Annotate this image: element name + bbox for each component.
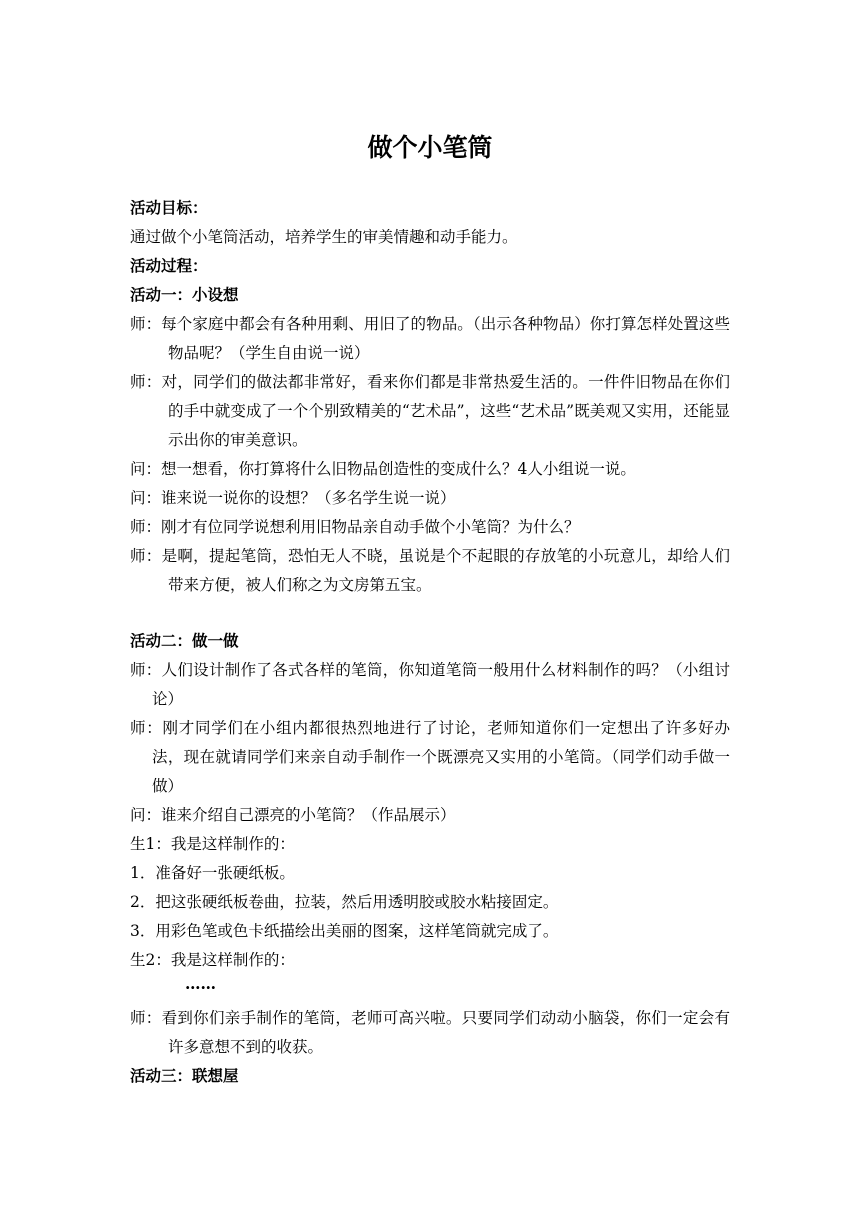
paragraph-text: 刚才有位同学说想利用旧物品亲自动手做个小笔筒？为什么？	[161, 518, 580, 536]
activity3-heading: 活动三：联想屋	[130, 1067, 239, 1085]
speaker-label: 生1：	[130, 835, 171, 853]
paragraph-text: 每个家庭中都会有各种用剩、用旧了的物品。（出示各种物品）你打算怎样处置这些物品呢？（学生自由说一说）	[161, 315, 730, 362]
list-item: 3．用彩色笔或色卡纸描绘出美丽的图案，这样笔筒就完成了。	[130, 922, 559, 940]
speaker-label: 问：	[130, 489, 162, 507]
activity1-heading: 活动一：小设想	[130, 286, 239, 304]
paragraph-text: 看到你们亲手制作的笔筒，老师可高兴啦。只要同学们动动小脑袋，你们一定会有许多意想不到的收获。	[161, 1009, 730, 1056]
list-item: 1．准备好一张硬纸板。	[130, 864, 295, 882]
paragraph-text: 是啊，提起笔筒，恐怕无人不晓，虽说是个不起眼的存放笔的小玩意儿，却给人们带来方便，被人们称之为文房第五宝。	[161, 547, 730, 594]
speaker-label: 问：	[130, 460, 162, 478]
paragraph-text: 对，同学们的做法都非常好，看来你们都是非常热爱生活的。一件件旧物品在你们的手中就变成了一个个别致精美的“艺术品”，这些“艺术品”既美观又实用，还能显示出你的审美意识。	[161, 373, 730, 449]
list-item: 2．把这张硬纸板卷曲，拉装，然后用透明胶或胶水粘接固定。	[130, 893, 559, 911]
paragraph	[130, 368, 730, 455]
process-heading: 活动过程：	[130, 257, 208, 275]
goal-text: 通过做个小笔筒活动，培养学生的审美情趣和动手能力。	[130, 228, 518, 246]
paragraph	[130, 310, 730, 368]
paragraph-text: 我是这样制作的：	[170, 835, 295, 853]
paragraph	[130, 801, 735, 830]
paragraph	[130, 513, 735, 542]
paragraph-text: 我是这样制作的：	[170, 951, 295, 969]
paragraph	[130, 542, 730, 600]
paragraph	[130, 455, 735, 484]
activity2-heading: 活动二：做一做	[130, 632, 239, 650]
speaker-label: 生2：	[130, 951, 171, 969]
paragraph	[130, 830, 735, 859]
goal-heading: 活动目标：	[130, 199, 208, 217]
speaker-label: 师：	[130, 719, 163, 737]
speaker-label: 师：	[130, 518, 162, 536]
document-title: 做个小笔筒	[367, 133, 493, 162]
paragraph-text: 谁来说一说你的设想？（多名学生说一说）	[161, 489, 456, 507]
paragraph	[130, 714, 730, 801]
ellipsis: ……	[185, 974, 216, 993]
paragraph	[130, 946, 735, 975]
paragraph-text: 刚才同学们在小组内都很热烈地进行了讨论，老师知道你们一定想出了许多好办法，现在就请同学们来亲自动手制作一个既漂亮又实用的小笔筒。（同学们动手做一做）	[152, 719, 730, 795]
paragraph	[130, 656, 730, 714]
speaker-label: 师：	[130, 661, 162, 679]
speaker-label: 师：	[130, 1009, 162, 1027]
paragraph-text: 想一想看，你打算将什么旧物品创造性的变成什么？4人小组说一说。	[161, 460, 636, 478]
speaker-label: 师：	[130, 315, 162, 333]
speaker-label: 师：	[130, 547, 162, 565]
paragraph	[130, 1004, 730, 1062]
speaker-label: 师：	[130, 373, 162, 391]
paragraph	[130, 484, 735, 513]
speaker-label: 问：	[130, 806, 162, 824]
paragraph-text: 人们设计制作了各式各样的笔筒，你知道笔筒一般用什么材料制作的吗？（小组讨论）	[152, 661, 730, 708]
paragraph-text: 谁来介绍自己漂亮的小笔筒？（作品展示）	[161, 806, 456, 824]
